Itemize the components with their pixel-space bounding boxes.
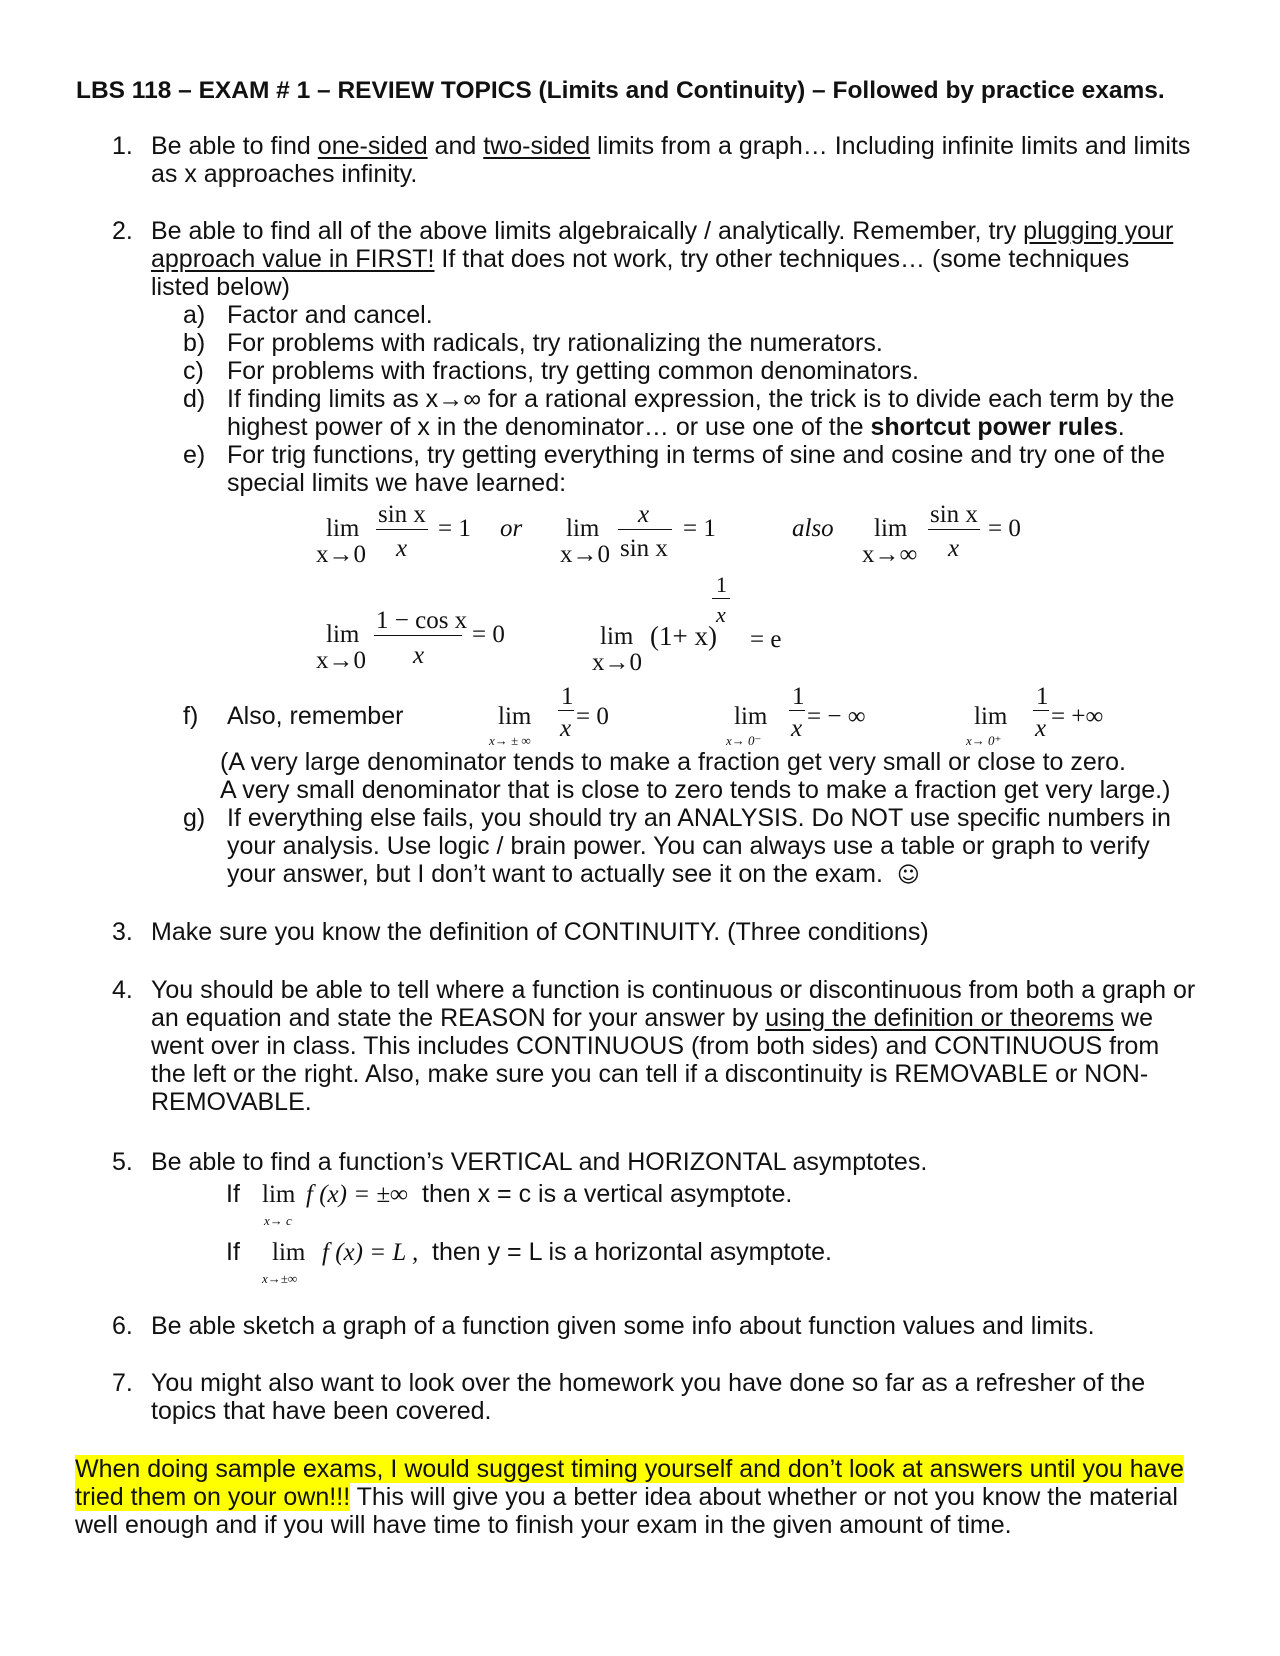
subitem-text: For trig functions, try getting everything in terms of sine and cosine and try one of the [227, 441, 1165, 469]
subitem-text: your analysis. Use logic / brain power. You can always use a table or graph to verify [227, 832, 1150, 860]
item-2-line-3: listed below) [151, 273, 290, 301]
item-number: 4. [112, 976, 133, 1004]
subitem-text: If finding limits as x→∞ for a rational expression, the trick is to divide each term by the [227, 385, 1175, 413]
item-5-line-1: Be able to find a function’s VERTICAL and HORIZONTAL asymptotes. [151, 1148, 928, 1176]
subitem-text: Factor and cancel. [227, 301, 433, 329]
item-4-line-4: the left or the right. Also, make sure you can tell if a discontinuity is REMOVABLE or NON- [151, 1060, 1149, 1088]
subitem-text: For problems with fractions, try getting common denominators. [227, 357, 919, 385]
item-number: 2. [112, 217, 133, 245]
subitem-text: highest power of x in the denominator… or use one of the shortcut power rules. [227, 413, 1125, 441]
item-1-line-2: as x approaches infinity. [151, 160, 418, 188]
subitem-label: a) [183, 301, 206, 329]
item-6-line-1: Be able sketch a graph of a function given some info about function values and limits. [151, 1312, 1095, 1340]
item-number: 1. [112, 132, 133, 160]
subitem-label: f) [183, 702, 199, 730]
subitem-note: (A very large denominator tends to make a fraction get very small or close to zero. [220, 748, 1126, 776]
subitem-text: your answer, but I don’t want to actually see it on the exam. ☺ [227, 860, 920, 888]
or-text: or [500, 515, 523, 542]
item-number: 6. [112, 1312, 133, 1340]
page-title: LBS 118 – EXAM # 1 – REVIEW TOPICS (Limits and Continuity) – Followed by practice exams. [76, 77, 1165, 104]
item-7-line-1: You might also want to look over the homework you have done so far as a refresher of the [151, 1369, 1146, 1397]
item-2-line-1: Be able to find all of the above limits algebraically / analytically. Remember, try plugging your [151, 217, 1174, 245]
subitem-label: c) [183, 357, 204, 385]
item-4-line-1: You should be able to tell where a function is continuous or discontinuous from both a graph or [151, 976, 1196, 1004]
footer-line-1 [75, 1455, 1184, 1484]
highlighted-text: When doing sample exams, I would suggest timing yourself and don’t look at answers until you have [75, 1455, 1184, 1483]
item-number: 3. [112, 918, 133, 946]
subitem-label: d) [183, 385, 206, 413]
item-7-line-2: topics that have been covered. [151, 1397, 492, 1425]
also-text: also [792, 515, 834, 542]
smiley-icon: ☺ [896, 863, 920, 888]
item-number: 7. [112, 1369, 133, 1397]
item-1-line-1: Be able to find one-sided and two-sided limits from a graph… Including infinite limits and limits [151, 132, 1191, 160]
infinity-icon: ∞ [463, 385, 482, 413]
footer-line-2: tried them on your own!!! This will give you a better idea about whether or not you know the material [75, 1483, 1178, 1511]
subitem-label: e) [183, 441, 206, 469]
subitem-text: special limits we have learned: [227, 469, 567, 497]
item-3-line-1: Make sure you know the definition of CONTINUITY. (Three conditions) [151, 918, 929, 946]
item-4-line-3: went over in class. This includes CONTINUOUS (from both sides) and CONTINUOUS from [151, 1032, 1160, 1060]
right-arrow-icon: → [438, 385, 464, 413]
subitem-text: If everything else fails, you should try an ANALYSIS. Do NOT use specific numbers in [227, 804, 1171, 832]
item-4-line-5: REMOVABLE. [151, 1088, 312, 1116]
footer-line-3: well enough and if you will have time to finish your exam in the given amount of time. [75, 1511, 1012, 1539]
subitem-text: Also, remember [227, 702, 404, 730]
item-number: 5. [112, 1148, 133, 1176]
item-2-line-2: approach value in FIRST! If that does not work, try other techniques… (some techniques [151, 245, 1130, 273]
item-4-line-2: an equation and state the REASON for your answer by using the definition or theorems we [151, 1004, 1153, 1032]
subitem-text: For problems with radicals, try rationalizing the numerators. [227, 329, 883, 357]
subitem-label: g) [183, 804, 206, 832]
highlighted-text: tried them on your own!!! [75, 1483, 351, 1511]
subitem-label: b) [183, 329, 206, 357]
subitem-note: A very small denominator that is close to zero tends to make a fraction get very large.) [220, 776, 1171, 804]
